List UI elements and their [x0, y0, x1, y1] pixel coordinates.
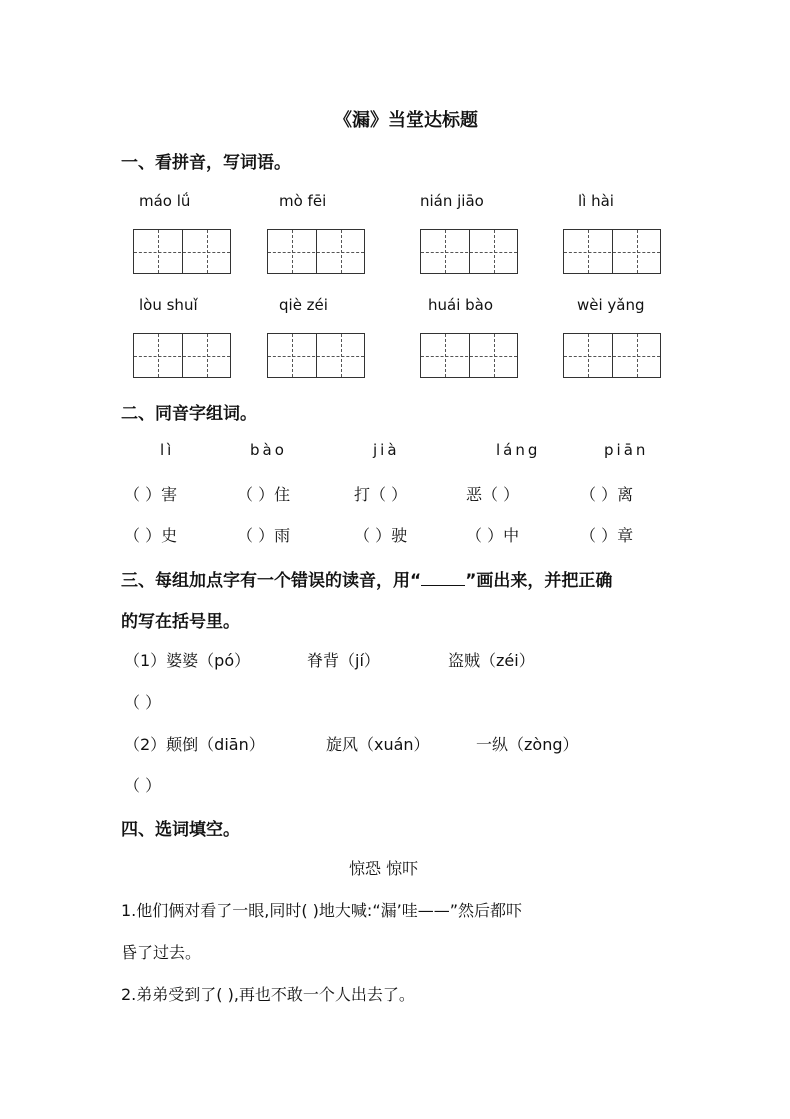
- word-blank[interactable]: （ ）中: [466, 526, 520, 545]
- pinyin-label: mò fēi: [279, 192, 327, 210]
- word-blank[interactable]: （ ）章: [580, 526, 634, 545]
- writing-grid[interactable]: [420, 333, 518, 378]
- answer-blank[interactable]: （ ）: [124, 776, 162, 795]
- pinyin-label: huái bào: [428, 296, 494, 314]
- word-blank[interactable]: （ ）雨: [237, 526, 291, 545]
- word-blank[interactable]: （ ）史: [124, 526, 178, 545]
- pinyin-label: wèi yǎng: [577, 296, 645, 314]
- fill-sentence[interactable]: 1.他们俩对看了一眼,同时( )地大喊:“漏’哇——”然后都吓: [121, 901, 522, 920]
- pinyin-label: lòu shuǐ: [139, 296, 198, 314]
- pinyin-label: piān: [604, 441, 649, 459]
- section3-heading-line2: 的写在括号里。: [121, 612, 240, 632]
- pinyin-label: jià: [373, 441, 400, 459]
- question-item: 旋风（xuán）: [326, 735, 430, 754]
- section3-heading-part2: ”画出来，并把正确: [465, 571, 613, 591]
- question-item: （2）颠倒（diān）: [124, 735, 265, 754]
- question-item: （1）婆婆（pó）: [124, 651, 251, 670]
- writing-grid[interactable]: [133, 229, 231, 274]
- pinyin-label: qiè zéi: [279, 296, 328, 314]
- page-title: 《漏》当堂达标题: [334, 110, 478, 131]
- pinyin-label: láng: [496, 441, 541, 459]
- pinyin-label: nián jiāo: [420, 192, 484, 210]
- writing-grid[interactable]: [133, 333, 231, 378]
- fill-sentence-continued: 昏了过去。: [121, 943, 202, 962]
- underline-mark: [421, 571, 465, 586]
- section2-heading: 二、同音字组词。: [121, 404, 257, 424]
- question-item: 一纵（zòng）: [476, 735, 579, 754]
- word-blank[interactable]: （ ）离: [580, 485, 634, 504]
- word-choices: 惊恐 惊吓: [349, 859, 419, 878]
- pinyin-label: lì hài: [578, 192, 614, 210]
- section4-heading: 四、选词填空。: [121, 820, 240, 840]
- answer-blank[interactable]: （ ）: [124, 693, 162, 712]
- writing-grid[interactable]: [420, 229, 518, 274]
- pinyin-label: lì: [160, 441, 175, 459]
- writing-grid[interactable]: [563, 333, 661, 378]
- pinyin-label: bào: [250, 441, 287, 459]
- section3-heading: [121, 566, 612, 591]
- word-blank[interactable]: （ ）住: [237, 485, 291, 504]
- writing-grid[interactable]: [267, 333, 365, 378]
- fill-sentence[interactable]: 2.弟弟受到了( ),再也不敢一个人出去了。: [121, 985, 415, 1004]
- word-blank[interactable]: （ ）害: [124, 485, 178, 504]
- word-blank[interactable]: 打（ ）: [354, 485, 408, 504]
- question-item: 脊背（jí）: [307, 651, 380, 670]
- section1-heading: 一、看拼音，写词语。: [121, 153, 291, 173]
- word-blank[interactable]: 恶（ ）: [466, 485, 520, 504]
- writing-grid[interactable]: [563, 229, 661, 274]
- question-item: 盗贼（zéi）: [448, 651, 535, 670]
- section3-heading-part1: 三、每组加点字有一个错误的读音，用“: [121, 571, 422, 591]
- word-blank[interactable]: （ ）驶: [354, 526, 408, 545]
- writing-grid[interactable]: [267, 229, 365, 274]
- pinyin-label: máo lǘ: [139, 192, 191, 210]
